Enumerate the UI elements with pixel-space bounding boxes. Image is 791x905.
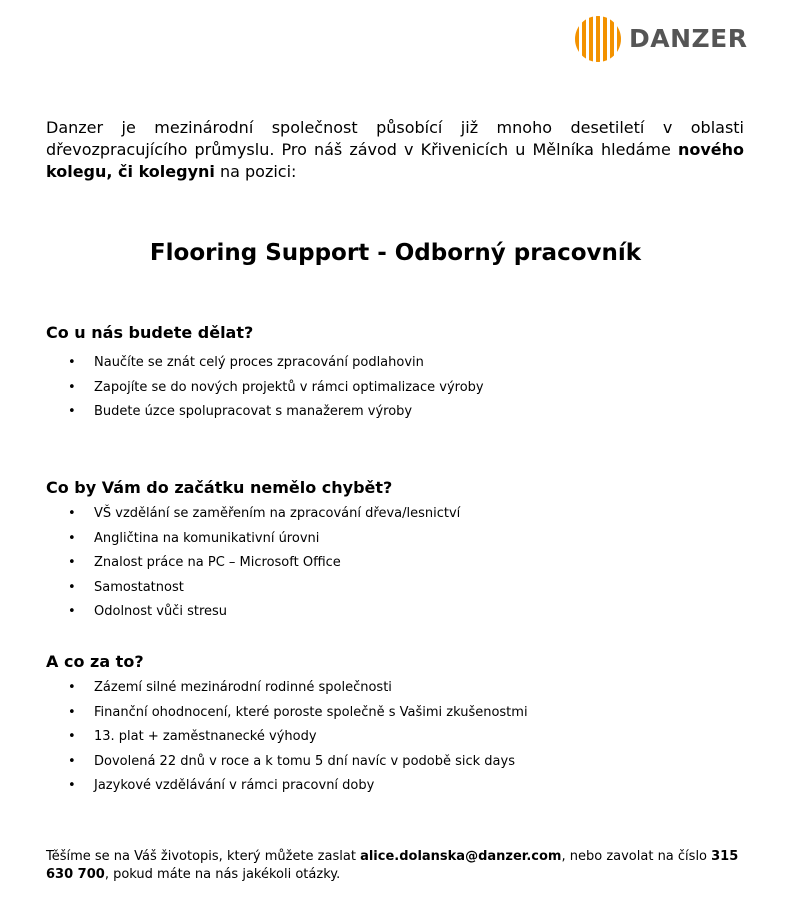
bullet-icon: • [68, 680, 76, 695]
closing-text-3: , pokud máte na nás jakékoli otázky. [104, 867, 341, 882]
list-item [46, 750, 746, 775]
list-item-text: Finanční ohodnocení, které poroste společně s Vašimi zkušenostmi [94, 704, 528, 720]
company-logo [575, 16, 747, 62]
list-item [46, 527, 746, 552]
section-heading-requirements: Co by Vám do začátku nemělo chybět? [46, 478, 393, 497]
list-item [46, 600, 746, 625]
bullet-icon: • [68, 579, 76, 595]
list-item-text: Znalost práce na PC – Microsoft Office [94, 555, 341, 570]
bullet-icon: • [68, 729, 76, 744]
intro-paragraph [46, 117, 744, 183]
bullet-icon: • [68, 778, 76, 793]
bullet-icon: • [68, 555, 76, 570]
list-item-text: Dovolená 22 dnů v roce a k tomu 5 dní navíc v podobě sick days [94, 753, 515, 769]
closing-text-1: Těšíme se na Váš životopis, který můžete zaslat [46, 849, 361, 864]
bullet-icon: • [68, 404, 76, 419]
list-item-text: Samostatnost [94, 579, 184, 595]
list-item-text: Zázemí silné mezinárodní rodinné společnosti [94, 680, 392, 695]
closing-paragraph [46, 848, 746, 884]
list-item-text: Jazykové vzdělávání v rámci pracovní doby [94, 778, 375, 793]
section-heading-tasks: Co u nás budete dělat? [46, 323, 254, 342]
list-item [46, 502, 746, 527]
list-item [46, 676, 746, 701]
list-item-text: Zapojíte se do nových projektů v rámci optimalizace výroby [94, 379, 484, 395]
list-item-text: Budete úzce spolupracovat s manažerem výroby [94, 404, 413, 419]
list-item-text: Naučíte se znát celý proces zpracování podlahovin [94, 355, 424, 370]
tasks-list [46, 351, 746, 425]
bullet-icon: • [68, 506, 76, 521]
list-item [46, 701, 746, 726]
list-item-text: Odolnost vůči stresu [94, 604, 228, 619]
list-item [46, 351, 746, 376]
list-item [46, 774, 746, 799]
list-item-text: 13. plat + zaměstnanecké výhody [94, 729, 317, 744]
bullet-icon: • [68, 604, 76, 619]
benefits-list [46, 676, 746, 799]
list-item [46, 725, 746, 750]
section-heading-benefits: A co za to? [46, 652, 144, 671]
logo-text: DANZER [629, 24, 748, 53]
contact-phone: 315 630 700 [46, 849, 739, 882]
intro-bold: nového kolegu, či kolegyni [46, 140, 744, 181]
bullet-icon: • [68, 704, 76, 720]
list-item-text: VŠ vzdělání se zaměřením na zpracování dřeva/lesnictví [94, 506, 461, 521]
list-item [46, 400, 746, 425]
list-item [46, 576, 746, 601]
bullet-icon: • [68, 379, 76, 395]
intro-text-2: na pozici: [214, 162, 297, 181]
requirements-list [46, 502, 746, 625]
intro-text-1: Danzer je mezinárodní společnost působící již mnoho desetiletí v oblasti dřevozpracujícího průmyslu. Pro náš závod v Křivenicích u Mělníka hledáme [46, 118, 744, 159]
bullet-icon: • [68, 530, 76, 546]
job-title: Flooring Support - Odborný pracovník [149, 240, 642, 266]
bullet-icon: • [68, 753, 76, 769]
contact-email: alice.dolanska@danzer.com [360, 849, 562, 864]
list-item [46, 376, 746, 401]
bullet-icon: • [68, 355, 76, 370]
closing-text-2: , nebo zavolat na číslo [561, 849, 712, 864]
list-item [46, 551, 746, 576]
danzer-stripes-logo-icon [575, 16, 621, 62]
list-item-text: Angličtina na komunikativní úrovni [94, 530, 320, 546]
